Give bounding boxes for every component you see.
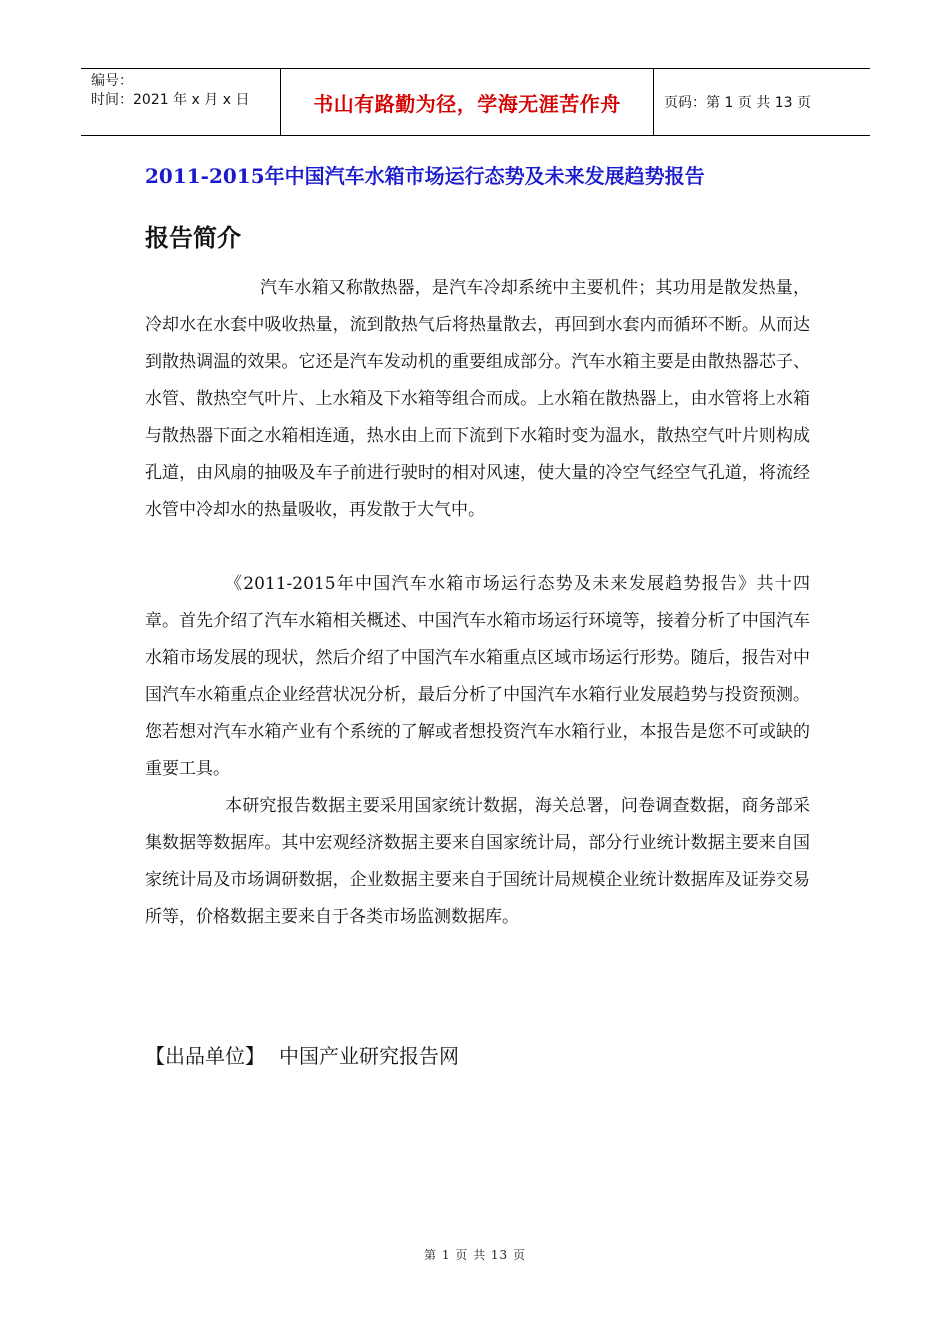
document-number: 编号： (91, 73, 133, 89)
paragraph-data-sources: 本研究报告数据主要采用国家统计数据，海关总署，问卷调查数据，商务部采集数据等数据库。其中宏观经济数据主要来自国家统计局，部分行业统计数据主要来自国家统计局及市场调研数据，企业数据主要来自于国统计局规模企业统计数据库及证券交易所等，价格数据主要来自于各类市场监测数据库。 (145, 796, 810, 927)
header-motto: 书山有路勤为径，学海无涯苦作舟 (281, 69, 654, 135)
page-header (81, 68, 870, 136)
publisher-label: 【出品单位】 (145, 1044, 265, 1068)
header-meta (81, 69, 281, 135)
document-title: 2011-2015年中国汽车水箱市场运行态势及未来发展趋势报告 (145, 164, 705, 188)
document-date: 时间：2021 年 x 月 x 日 (91, 92, 250, 108)
section-heading: 报告简介 (145, 224, 241, 252)
page-footer: 第 1 页 共 13 页 (424, 1248, 526, 1262)
publisher-name: 中国产业研究报告网 (279, 1044, 459, 1068)
header-page-number: 页码：第 1 页 共 13 页 (664, 95, 811, 111)
publisher-line (145, 1040, 459, 1069)
paragraph-intro: 汽车水箱又称散热器，是汽车冷却系统中主要机件；其功用是散发热量，冷却水在水套中吸收热量，流到散热气后将热量散去，再回到水套内而循环不断。从而达到散热调温的效果。它还是汽车发动机的重要组成部分。汽车水箱主要是由散热器芯子、水管、散热空气叶片、上水箱及下水箱等组合而成。上水箱在散热器上，由水管将上水箱与散热器下面之水箱相连通，热水由上而下流到下水箱时变为温水，散热空气叶片则构成孔道，由风扇的抽吸及车子前进行驶时的相对风速，使大量的冷空气经空气孔道，将流经水管中冷却水的热量吸收，再发散于大气中。 (145, 278, 810, 520)
paragraph-report-summary: 《2011-2015年中国汽车水箱市场运行态势及未来发展趋势报告》共十四章。首先介绍了汽车水箱相关概述、中国汽车水箱市场运行环境等，接着分析了中国汽车水箱市场发展的现状，然后介绍了中国汽车水箱重点区域市场运行形势。随后，报告对中国汽车水箱重点企业经营状况分析，最后分析了中国汽车水箱行业发展趋势与投资预测。您若想对汽车水箱产业有个系统的了解或者想投资汽车水箱行业，本报告是您不可或缺的重要工具。 (145, 574, 810, 779)
